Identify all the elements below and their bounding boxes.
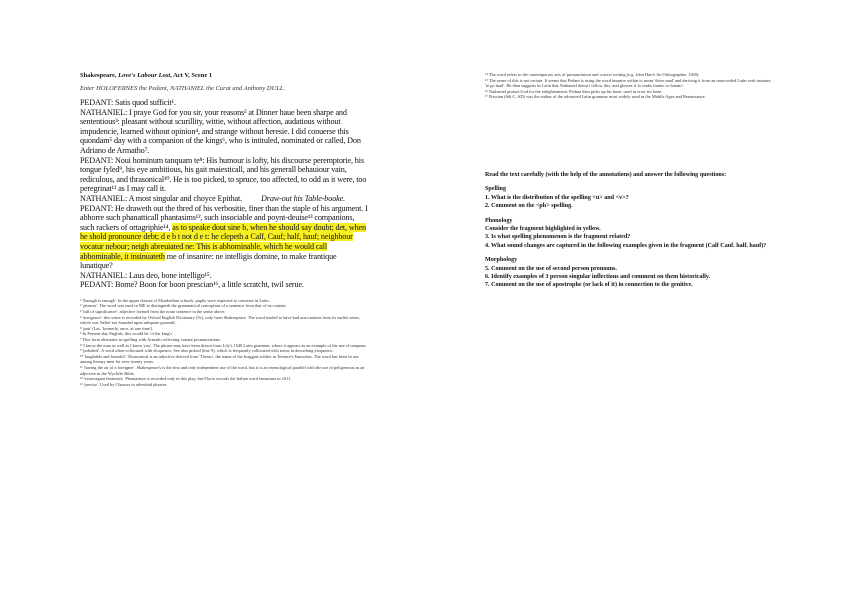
footnote: ³ 'full of significance': adjective formed from the noun sentence in the sense above. bbox=[80, 309, 226, 315]
highlighted-fragment: as to speake dout sine b, when he should say doubt; det, when he shold pronounce debt; d e b t not d e t: he clepeth a Calf, Cauf; half, hauf; neighbour vocatur nebour; neigh abreuiated ne: This is abhominable, which he would call abbominable, it insinuateth bbox=[80, 222, 366, 261]
nathaniel-line: NATHANIEL: A most singular and choyce Epithat. bbox=[80, 193, 243, 203]
footnote: ⁹ 'polished'. A word often collocated with eloquence. See also picked (line 9), which is frequently collocated with terms in describing eloquence. bbox=[80, 348, 334, 354]
section-heading: Spelling bbox=[485, 186, 506, 193]
stage-direction: Enter HOLOFERNES the Pedant, NATHANIEL the Curat and Anthony DULL. bbox=[80, 85, 286, 92]
footnote: ¹ 'Enough is enough'. In the upper classes of Elizabethan schools, pupils were expected to converse in Latin. bbox=[80, 297, 270, 303]
play-text bbox=[80, 98, 370, 290]
section-heading: Phonology bbox=[485, 217, 513, 224]
text-line bbox=[80, 194, 370, 204]
footnote: ⁶ In Present-day English, this would be 'of the king's'. bbox=[80, 331, 174, 337]
footnote: ¹⁰ 'laughable and boastful'. Thrasonical is an adjective derived from 'Thraso', the name of the braggart soldier in Terence's Eunuchus. The word has been in use among literary men for over twenty years. bbox=[80, 353, 359, 365]
footnote: ⁸ 'I know the man as well as I know you'. The phrase may have been drawn from Lily's 1549 Latin grammar, where it appears as an example of the use of tanquam. bbox=[80, 342, 367, 348]
text-line: NATHANIEL: I praye God for you sir, your reasons² at Dinner haue been sharpe and bbox=[80, 107, 347, 117]
footnote: ¹¹ 'having the air of a foreigner'. Shakespeare's is the first and only independent use of the word, but it is an etymological parallel with the use of peligrenous as an adjective in the Wycliffe Bible. bbox=[80, 365, 365, 376]
question-item: 1. What is the distribution of the spelling <u> and <v>? bbox=[485, 194, 629, 201]
question-item: 2. Comment on the <ph> spelling. bbox=[485, 203, 573, 210]
title-play: Love's Labour Lost bbox=[118, 72, 171, 79]
footnote: ¹³ 'precise'. Used by Chaucer in adverbial phrases. bbox=[80, 381, 168, 387]
fragment-tail: me of insanire: ne intelligis domine, to make frantique lunatique? bbox=[80, 251, 337, 271]
footnote: ⁴ 'arrogance': this sense is recorded by Oxford English Dictionary (5c), only from Shakespeare. The word tended to have bad associations from its earlier sense, which was 'belief not founded upon adequate grounds'. bbox=[80, 314, 361, 326]
text-line: PEDANT: Bome? Boon for boon prescian¹⁶, a little scratcht, twil serue. bbox=[80, 280, 304, 290]
question-item: 3. Is what spelling phenomenon is the fragment related? bbox=[485, 234, 631, 241]
footnote: ¹² 'extravagant fantasists'. Phantasime is recorded only in this play, but Florio records the Italian word fantasima in 1611. bbox=[80, 376, 292, 382]
question-item: Consider the fragment highlighted in yellow. bbox=[485, 226, 601, 233]
question-item: 4. What sound changes are captured in the following examples given in the fragment (Calf Cauf. half. hauf)? bbox=[485, 242, 767, 249]
dull-aside: Draw-out his Table-booke. bbox=[261, 193, 346, 203]
continued-footnotes bbox=[485, 72, 775, 100]
left-page bbox=[80, 72, 370, 387]
footnotes bbox=[80, 298, 370, 388]
title-suffix: , Act V, Scene 1 bbox=[170, 72, 213, 79]
right-page bbox=[485, 72, 775, 100]
document-title bbox=[80, 72, 370, 79]
text-line bbox=[80, 204, 370, 271]
question-item: 5. Comment on the use of second person pronouns. bbox=[485, 265, 617, 272]
text-line: sententious³: pleasant without scurillity, wittie, without affection, audatious without impudencie, learned without opinion⁴, and strange without heresie. I did conuerse this quondam⁵ day with a companion of the kings⁶, who is intituled, nominated or called, Don Adriano de Armatho⁷. bbox=[80, 117, 361, 155]
questions-intro: Read the text carefully (with the help of the annotations) and answer the following questions: bbox=[485, 172, 727, 178]
footnote: ⁵ 'past' (Lat. 'formerly, once, at one time'). bbox=[80, 325, 154, 331]
text-line: PEDANT: Noui hominum tanquam te⁸: His humour is lofty, his discourse peremptorie, his tongue fyled⁹, his eye ambitious, his gait maiesticall, and his generall behauiour vain, rediculous, and thrasonical¹⁰. He is too picked, to spruce, too affected, to odd as it were, too peregrinat¹¹ as I may call it. bbox=[80, 155, 367, 194]
question-item: 7. Comment on the use of apostrophe (or lack of it) in connection to the genitive. bbox=[485, 282, 693, 289]
footnote: ¹⁶ Nathaniel praises God for the enlightenment. Pedant then picks up his bone, used in error for bene. bbox=[485, 88, 663, 94]
section-heading: Morphology bbox=[485, 257, 518, 264]
questions bbox=[485, 171, 785, 290]
text-line: PEDANT: Satis quod sufficit¹. bbox=[80, 98, 176, 107]
title-prefix: Shakespeare, bbox=[80, 72, 119, 79]
text-line: NATHANIEL: Laus deo, bone intelligo¹⁵. bbox=[80, 270, 212, 280]
footnote: ¹⁵ The sense of this is not certain. It seems that Pedant is using the word insanire within to mean 'drive mad' and deriving it from an unrecorded Latin verb insanire, 'to go mad'. He then suggests in Latin that Nathaniel doesn't follow this, and glosses it 'to make frantic or lunatic'. bbox=[485, 77, 772, 89]
pedant-line: PEDANT: He draweth out the thred of his verbositie, finer than the staple of his argument. I abhorre such phanatticall phantasims¹², such insociable and poynt-deuise¹³ companions, such rackers of ortagriphie¹⁴, bbox=[80, 203, 368, 232]
footnote: ¹⁷ Priscian (6th C. AD) was the author of the advanced Latin grammar most widely used in the Middle Ages and Renaissance. bbox=[485, 94, 706, 100]
footnote: ⁷ This form alternates in spelling with Armado reflecting variant pronunciations. bbox=[80, 337, 222, 343]
footnote: ² 'phrases'. The word was used in ME to distinguish the grammatical conception of a sentence from that of its content. bbox=[80, 303, 287, 309]
footnote: ¹⁴ The word refers to the contemporary arts of pronunciation and correct writing (e.g. John Hart's An Orthographie, 1569). bbox=[485, 72, 700, 77]
question-item: 6. Identify examples of 3 person singular inflections and comment on them historically. bbox=[485, 274, 711, 281]
